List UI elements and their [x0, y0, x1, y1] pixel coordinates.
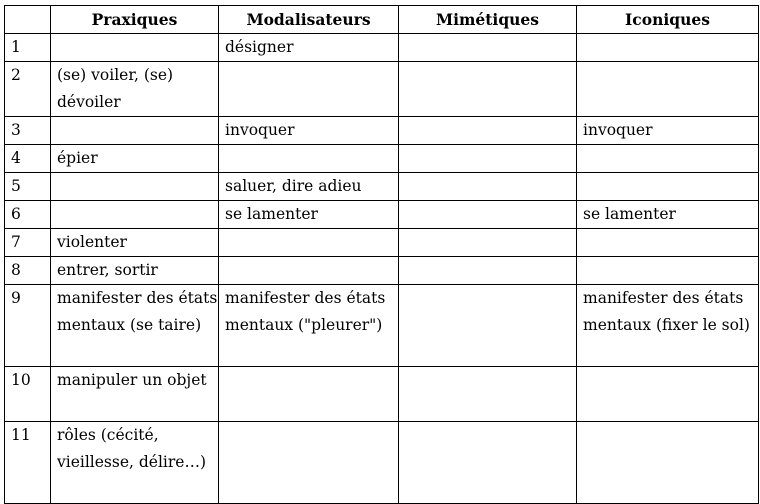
cell-praxiques: manipuler un objet [51, 367, 219, 422]
table-row [5, 285, 759, 367]
cell-mimetiques [399, 229, 577, 257]
cell-praxiques: manifester des états mentaux (se taire) [51, 285, 219, 367]
row-number: 7 [5, 229, 51, 257]
cell-modalisateurs [219, 422, 399, 504]
gesture-classification-table [4, 5, 759, 504]
table-row [5, 201, 759, 229]
cell-praxiques [51, 173, 219, 201]
row-number: 3 [5, 117, 51, 145]
cell-modalisateurs: se lamenter [219, 201, 399, 229]
cell-modalisateurs: désigner [219, 34, 399, 62]
cell-mimetiques [399, 201, 577, 229]
cell-mimetiques [399, 145, 577, 173]
cell-modalisateurs [219, 257, 399, 285]
cell-praxiques: (se) voiler, (se) dévoiler [51, 62, 219, 117]
header-iconiques: Iconiques [577, 6, 759, 34]
cell-praxiques: épier [51, 145, 219, 173]
cell-iconiques [577, 34, 759, 62]
row-number: 1 [5, 34, 51, 62]
cell-iconiques: invoquer [577, 117, 759, 145]
cell-mimetiques [399, 117, 577, 145]
cell-iconiques: manifester des états mentaux (fixer le sol) [577, 285, 759, 367]
cell-mimetiques [399, 257, 577, 285]
cell-iconiques [577, 229, 759, 257]
cell-modalisateurs [219, 367, 399, 422]
cell-iconiques [577, 422, 759, 504]
table-row [5, 62, 759, 117]
header-praxiques: Praxiques [51, 6, 219, 34]
cell-iconiques: se lamenter [577, 201, 759, 229]
row-number: 8 [5, 257, 51, 285]
table-row [5, 173, 759, 201]
cell-modalisateurs [219, 62, 399, 117]
cell-praxiques [51, 201, 219, 229]
cell-modalisateurs: saluer, dire adieu [219, 173, 399, 201]
cell-iconiques [577, 145, 759, 173]
table-row [5, 257, 759, 285]
table-row [5, 422, 759, 504]
cell-mimetiques [399, 62, 577, 117]
cell-iconiques [577, 62, 759, 117]
cell-iconiques [577, 367, 759, 422]
header-row [5, 6, 759, 34]
cell-mimetiques [399, 34, 577, 62]
header-modalisateurs: Modalisateurs [219, 6, 399, 34]
table-row [5, 229, 759, 257]
header-number [5, 6, 51, 34]
cell-modalisateurs [219, 145, 399, 173]
table-row [5, 34, 759, 62]
cell-praxiques: violenter [51, 229, 219, 257]
cell-iconiques [577, 257, 759, 285]
row-number: 10 [5, 367, 51, 422]
table-row [5, 367, 759, 422]
row-number: 6 [5, 201, 51, 229]
cell-mimetiques [399, 285, 577, 367]
row-number: 11 [5, 422, 51, 504]
row-number: 9 [5, 285, 51, 367]
table-row [5, 145, 759, 173]
cell-praxiques [51, 34, 219, 62]
cell-mimetiques [399, 422, 577, 504]
cell-modalisateurs [219, 229, 399, 257]
header-mimetiques: Mimétiques [399, 6, 577, 34]
cell-modalisateurs: invoquer [219, 117, 399, 145]
table-row [5, 117, 759, 145]
row-number: 4 [5, 145, 51, 173]
row-number: 2 [5, 62, 51, 117]
cell-mimetiques [399, 173, 577, 201]
cell-praxiques: rôles (cécité, vieillesse, délire…) [51, 422, 219, 504]
cell-iconiques [577, 173, 759, 201]
cell-praxiques [51, 117, 219, 145]
cell-praxiques: entrer, sortir [51, 257, 219, 285]
row-number: 5 [5, 173, 51, 201]
cell-mimetiques [399, 367, 577, 422]
cell-modalisateurs: manifester des états mentaux ("pleurer") [219, 285, 399, 367]
